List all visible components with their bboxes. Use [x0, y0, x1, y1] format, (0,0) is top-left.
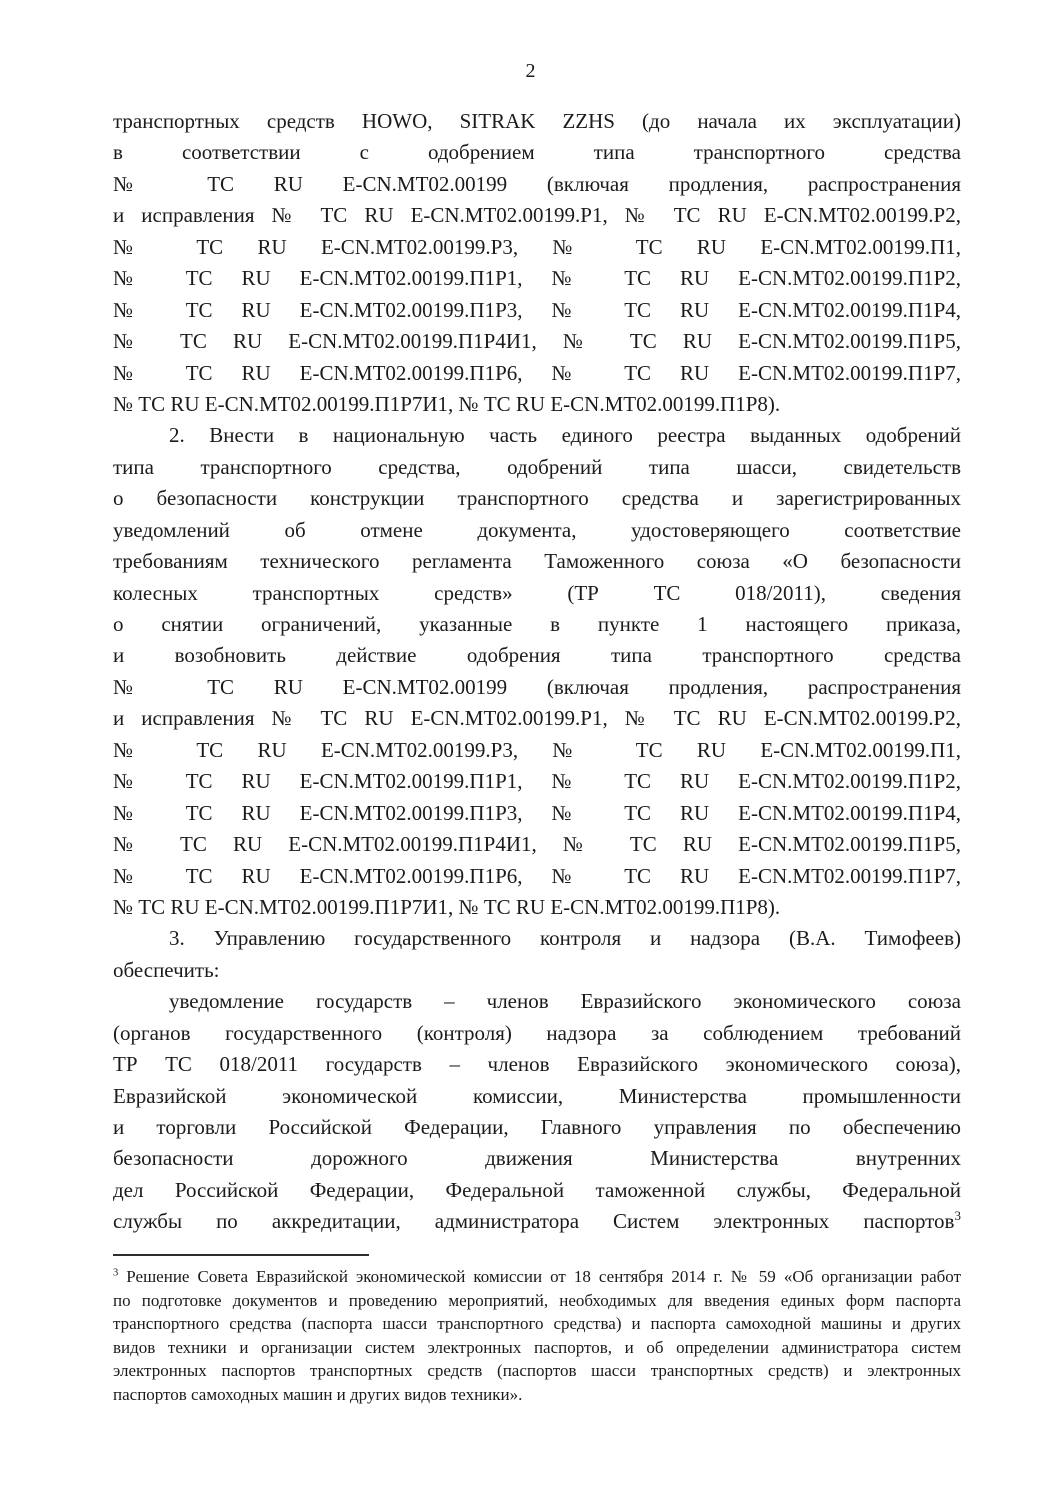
body-line: 2. Внести в национальную часть единого реестра выданных одобрений — [169, 423, 961, 448]
body-line: о снятии ограничений, указанные в пункте 1 настоящего приказа, — [113, 612, 961, 636]
footnote-separator — [113, 1254, 369, 1256]
body-line: уведомлений об отмене документа, удостоверяющего соответствие — [113, 517, 961, 542]
body-line: уведомление государств – членов Евразийского экономического союза — [169, 989, 961, 1014]
body-line: № ТС RU Е-CN.МТ02.00199.П1Р3, № ТС RU Е-CN.МТ02.00199.П1Р4, — [113, 800, 961, 825]
body-line: и возобновить действие одобрения типа транспортного средства — [113, 643, 961, 668]
body-line: требованиям технического регламента Таможенного союза «О безопасности — [113, 549, 961, 574]
body-line: № ТС RU Е-CN.МТ02.00199.П1Р7И1, № ТС RU Е-CN.МТ02.00199.П1Р8). — [113, 391, 781, 416]
body-line: 3. Управлению государственного контроля и надзора (В.А. Тимофеев) — [169, 926, 961, 951]
footnote-line: транспортного средства (паспорта шасси транспортного средства) и паспорта самоходной машины и других — [113, 1314, 961, 1334]
footnote-line: по подготовке документов и проведению мероприятий, необходимых для введения единых форм паспорта — [113, 1290, 961, 1310]
body-line: безопасности дорожного движения Министерства внутренних — [113, 1146, 961, 1171]
body-line: № ТС RU Е-CN.МТ02.00199.П1Р3, № ТС RU Е-CN.МТ02.00199.П1Р4, — [113, 297, 961, 322]
body-line: дел Российской Федерации, Федеральной таможенной службы, Федеральной — [113, 1177, 961, 1202]
body-line: № ТС RU Е-CN.МТ02.00199.П1Р4И1, № ТС RU Е-CN.МТ02.00199.П1Р5, — [113, 329, 961, 354]
body-line: и исправления № ТС RU Е-CN.МТ02.00199.Р1, № ТС RU Е-CN.МТ02.00199.Р2, — [113, 203, 961, 228]
footnote-marker: 3 — [113, 1267, 119, 1279]
body-line: типа транспортного средства, одобрений типа шасси, свидетельств — [113, 454, 961, 479]
body-line: ТР ТС 018/2011 государств – членов Евразийского экономического союза), — [113, 1052, 961, 1077]
body-line: № ТС RU Е-CN.МТ02.00199.Р3, № ТС RU Е-CN.МТ02.00199.П1, — [113, 737, 961, 762]
body-line-text: службы по аккредитации, администратора Систем электронных паспортов — [113, 1209, 955, 1234]
footnote — [113, 1254, 961, 1407]
document-body — [113, 106, 961, 1238]
body-line: № ТС RU Е-CN.МТ02.00199.Р3, № ТС RU Е-CN.МТ02.00199.П1, — [113, 234, 961, 259]
body-line: № ТС RU Е-CN.МТ02.00199.П1Р6, № ТС RU Е-CN.МТ02.00199.П1Р7, — [113, 863, 961, 888]
page-number: 2 — [525, 60, 536, 82]
body-line: № ТС RU Е-CN.МТ02.00199.П1Р4И1, № ТС RU Е-CN.МТ02.00199.П1Р5, — [113, 832, 961, 857]
body-line: и торговли Российской Федерации, Главного управления по обеспечению — [113, 1115, 961, 1139]
footnote-reference-mark: 3 — [954, 1208, 961, 1224]
body-line: о безопасности конструкции транспортного средства и зарегистрированных — [113, 486, 961, 511]
body-line: № ТС RU Е-CN.МТ02.00199.П1Р6, № ТС RU Е-CN.МТ02.00199.П1Р7, — [113, 360, 961, 385]
body-line: № ТС RU Е-CN.МТ02.00199.П1Р7И1, № ТС RU Е-CN.МТ02.00199.П1Р8). — [113, 894, 781, 919]
body-line: обеспечить: — [113, 957, 220, 982]
body-line — [113, 1206, 961, 1237]
body-line: № ТС RU Е-CN.МТ02.00199.П1Р1, № ТС RU Е-CN.МТ02.00199.П1Р2, — [113, 266, 961, 291]
footnote-line-text: Решение Совета Евразийской экономической комиссии от 18 сентября 2014 г. № 59 «Об организации работ — [118, 1267, 961, 1286]
body-line: № ТС RU Е-CN.МТ02.00199 (включая продления, распространения — [113, 171, 961, 196]
body-line: № ТС RU Е-CN.МТ02.00199.П1Р1, № ТС RU Е-CN.МТ02.00199.П1Р2, — [113, 769, 961, 794]
footnote-line: электронных паспортов транспортных средств (паспортов шасси транспортных средств) и электронных — [113, 1361, 961, 1381]
body-line: транспортных средств HOWO, SITRAK ZZHS (до начала их эксплуатации) — [113, 109, 961, 133]
body-line: Евразийской экономической комиссии, Министерства промышленности — [113, 1083, 961, 1108]
body-line: (органов государственного (контроля) надзора за соблюдением требований — [113, 1020, 961, 1045]
body-line: № ТС RU Е-CN.МТ02.00199 (включая продления, распространения — [113, 674, 961, 699]
footnote-line: видов техники и организации систем электронных паспортов, и об определении администратора систем — [113, 1337, 961, 1357]
body-line: и исправления № ТС RU Е-CN.МТ02.00199.Р1, № ТС RU Е-CN.МТ02.00199.Р2, — [113, 706, 961, 731]
footnote-line — [113, 1265, 961, 1289]
footnote-line: паспортов самоходных машин и других видов техники». — [113, 1384, 523, 1404]
body-line: в соответствии с одобрением типа транспортного средства — [113, 140, 961, 165]
body-line: колесных транспортных средств» (ТР ТС 018/2011), сведения — [113, 580, 961, 605]
